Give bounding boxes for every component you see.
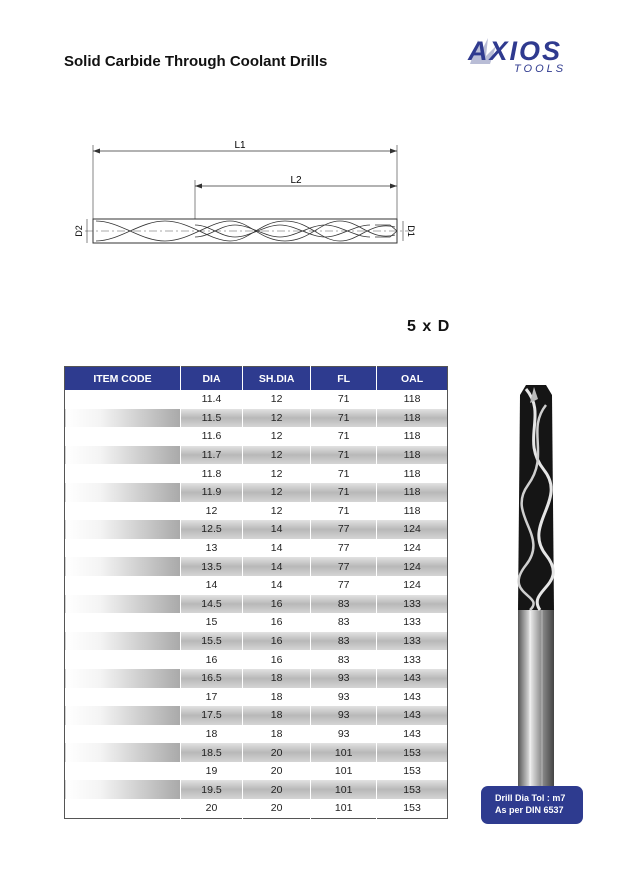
shank-dia-cell: 20 (243, 762, 311, 781)
table-row (65, 725, 448, 744)
flute-length-cell: 93 (311, 688, 377, 707)
dia-cell: 20 (180, 799, 242, 818)
table-row (65, 446, 448, 465)
shank-dia-cell: 14 (243, 576, 311, 595)
dim-d2-label: D2 (74, 225, 84, 237)
item-code-cell (65, 725, 181, 744)
overall-length-cell: 133 (377, 595, 448, 614)
length-ratio-label: 5 x D (407, 318, 451, 335)
table-row (65, 595, 448, 614)
col-flute-length-header: FL (311, 367, 377, 391)
shank-dia-cell: 14 (243, 520, 311, 539)
shank-dia-cell: 18 (243, 669, 311, 688)
shank-dia-cell: 18 (243, 688, 311, 707)
shank-dia-cell: 12 (243, 409, 311, 428)
flute-length-cell: 83 (311, 613, 377, 632)
item-code-cell (65, 613, 181, 632)
overall-length-cell: 124 (377, 576, 448, 595)
tolerance-line-1: Drill Dia Tol : m7 (495, 793, 566, 803)
overall-length-cell: 133 (377, 632, 448, 651)
shank-dia-cell: 16 (243, 632, 311, 651)
table-row (65, 557, 448, 576)
dim-l1-label: L1 (234, 140, 246, 151)
table-row (65, 706, 448, 725)
shank-dia-cell: 18 (243, 725, 311, 744)
col-shank-dia-header: SH.DIA (243, 367, 311, 391)
table-row (65, 799, 448, 818)
dia-cell: 17 (180, 688, 242, 707)
overall-length-cell: 124 (377, 539, 448, 558)
overall-length-cell: 124 (377, 520, 448, 539)
dia-cell: 13 (180, 539, 242, 558)
item-code-cell (65, 557, 181, 576)
flute-length-cell: 71 (311, 390, 377, 409)
item-code-cell (65, 688, 181, 707)
table-body (65, 390, 448, 818)
table-row (65, 409, 448, 428)
item-code-cell (65, 390, 181, 409)
overall-length-cell: 153 (377, 780, 448, 799)
item-code-cell (65, 706, 181, 725)
brand-logo (462, 36, 587, 80)
overall-length-cell: 153 (377, 799, 448, 818)
flute-length-cell: 77 (311, 520, 377, 539)
flute-length-cell: 83 (311, 650, 377, 669)
table-row (65, 539, 448, 558)
dia-cell: 18 (180, 725, 242, 744)
flute-length-cell: 71 (311, 502, 377, 521)
tolerance-note (481, 786, 583, 824)
item-code-cell (65, 799, 181, 818)
overall-length-cell: 124 (377, 557, 448, 576)
dim-d1-label: D1 (406, 225, 416, 237)
logo-sub-text: TOOLS (514, 63, 567, 75)
table-row (65, 502, 448, 521)
table-row (65, 390, 448, 409)
flute-length-cell: 71 (311, 446, 377, 465)
overall-length-cell: 143 (377, 669, 448, 688)
table-row (65, 688, 448, 707)
dia-cell: 11.8 (180, 464, 242, 483)
dia-cell: 11.7 (180, 446, 242, 465)
item-code-cell (65, 576, 181, 595)
shank-dia-cell: 20 (243, 799, 311, 818)
table-row (65, 650, 448, 669)
item-code-cell (65, 762, 181, 781)
flute-length-cell: 101 (311, 799, 377, 818)
shank-dia-cell: 16 (243, 595, 311, 614)
table-row (65, 632, 448, 651)
logo-brand-text: AXIOS (468, 36, 563, 66)
shank-dia-cell: 16 (243, 613, 311, 632)
item-code-cell (65, 650, 181, 669)
flute-length-cell: 71 (311, 409, 377, 428)
shank-dia-cell: 16 (243, 650, 311, 669)
table-row (65, 669, 448, 688)
table-row (65, 427, 448, 446)
table-row (65, 520, 448, 539)
overall-length-cell: 133 (377, 613, 448, 632)
table-header-row (65, 367, 448, 391)
overall-length-cell: 118 (377, 483, 448, 502)
dia-cell: 11.6 (180, 427, 242, 446)
dia-cell: 11.4 (180, 390, 242, 409)
item-code-cell (65, 502, 181, 521)
dia-cell: 16.5 (180, 669, 242, 688)
overall-length-cell: 118 (377, 464, 448, 483)
item-code-cell (65, 539, 181, 558)
dia-cell: 19.5 (180, 780, 242, 799)
overall-length-cell: 143 (377, 688, 448, 707)
item-code-cell (65, 446, 181, 465)
flute-length-cell: 83 (311, 632, 377, 651)
page-title: Solid Carbide Through Coolant Drills (64, 53, 328, 70)
item-code-cell (65, 595, 181, 614)
shank-dia-cell: 14 (243, 539, 311, 558)
shank-dia-cell: 20 (243, 743, 311, 762)
col-overall-length-header: OAL (377, 367, 448, 391)
col-item-code-header: ITEM CODE (65, 367, 181, 391)
flute-length-cell: 101 (311, 743, 377, 762)
drill-product-photo (500, 385, 572, 795)
dia-cell: 17.5 (180, 706, 242, 725)
item-code-cell (65, 780, 181, 799)
table-row (65, 464, 448, 483)
flute-length-cell: 93 (311, 669, 377, 688)
dia-cell: 11.9 (180, 483, 242, 502)
flute-length-cell: 71 (311, 464, 377, 483)
table-row (65, 780, 448, 799)
dia-cell: 11.5 (180, 409, 242, 428)
drill-spec-table (64, 366, 448, 819)
flute-length-cell: 77 (311, 557, 377, 576)
dia-cell: 14 (180, 576, 242, 595)
item-code-cell (65, 743, 181, 762)
table-row (65, 613, 448, 632)
shank-dia-cell: 12 (243, 427, 311, 446)
overall-length-cell: 153 (377, 743, 448, 762)
shank-dia-cell: 12 (243, 390, 311, 409)
drill-technical-drawing (60, 135, 430, 265)
flute-length-cell: 77 (311, 539, 377, 558)
table-row (65, 762, 448, 781)
dia-cell: 15.5 (180, 632, 242, 651)
flute-length-cell: 83 (311, 595, 377, 614)
dia-cell: 14.5 (180, 595, 242, 614)
shank-dia-cell: 14 (243, 557, 311, 576)
shank-dia-cell: 18 (243, 706, 311, 725)
item-code-cell (65, 520, 181, 539)
item-code-cell (65, 483, 181, 502)
dia-cell: 18.5 (180, 743, 242, 762)
shank-dia-cell: 12 (243, 502, 311, 521)
overall-length-cell: 143 (377, 706, 448, 725)
dia-cell: 12.5 (180, 520, 242, 539)
overall-length-cell: 118 (377, 502, 448, 521)
overall-length-cell: 153 (377, 762, 448, 781)
flute-length-cell: 101 (311, 780, 377, 799)
flute-length-cell: 71 (311, 427, 377, 446)
flute-length-cell: 101 (311, 762, 377, 781)
item-code-cell (65, 464, 181, 483)
table-row (65, 483, 448, 502)
shank-dia-cell: 20 (243, 780, 311, 799)
dia-cell: 15 (180, 613, 242, 632)
overall-length-cell: 143 (377, 725, 448, 744)
table-row (65, 743, 448, 762)
overall-length-cell: 118 (377, 409, 448, 428)
tolerance-line-2: As per DIN 6537 (495, 805, 564, 815)
flute-length-cell: 93 (311, 706, 377, 725)
shank-dia-cell: 12 (243, 483, 311, 502)
shank-dia-cell: 12 (243, 464, 311, 483)
col-dia-header: DIA (180, 367, 242, 391)
flute-length-cell: 77 (311, 576, 377, 595)
overall-length-cell: 118 (377, 390, 448, 409)
dia-cell: 12 (180, 502, 242, 521)
overall-length-cell: 118 (377, 446, 448, 465)
dim-l2-label: L2 (290, 175, 302, 186)
shank-dia-cell: 12 (243, 446, 311, 465)
item-code-cell (65, 409, 181, 428)
item-code-cell (65, 427, 181, 446)
dia-cell: 16 (180, 650, 242, 669)
overall-length-cell: 118 (377, 427, 448, 446)
item-code-cell (65, 632, 181, 651)
dia-cell: 19 (180, 762, 242, 781)
item-code-cell (65, 669, 181, 688)
dia-cell: 13.5 (180, 557, 242, 576)
flute-length-cell: 93 (311, 725, 377, 744)
table-row (65, 576, 448, 595)
overall-length-cell: 133 (377, 650, 448, 669)
flute-length-cell: 71 (311, 483, 377, 502)
